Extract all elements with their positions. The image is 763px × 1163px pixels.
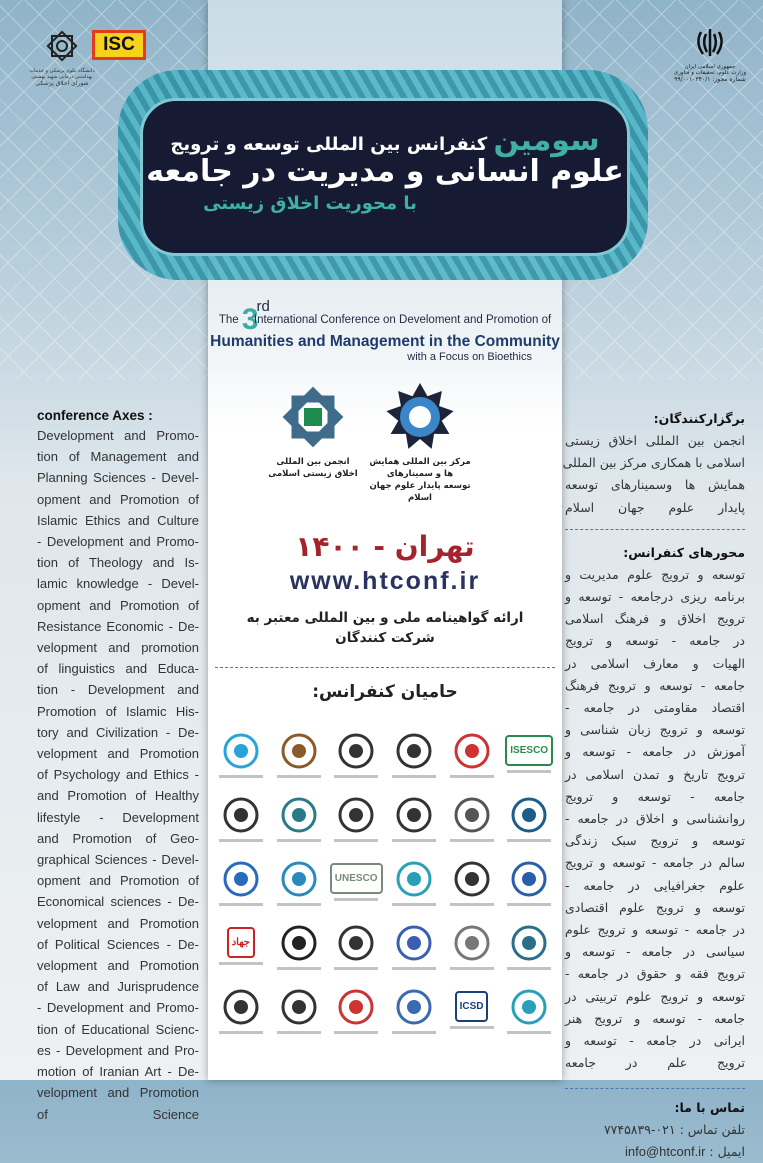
sponsor-emblem-icon bbox=[452, 795, 492, 835]
text-line: tion of Educational Scienc- bbox=[37, 1021, 199, 1037]
text-line: - Development and Promo- bbox=[37, 1000, 199, 1016]
sponsor-emblem-icon bbox=[279, 859, 319, 899]
sponsor-caption bbox=[219, 775, 263, 778]
divider bbox=[215, 667, 555, 668]
sponsor-emblem-icon bbox=[509, 795, 549, 835]
sponsor-logo bbox=[270, 722, 328, 786]
text-line: جامعه - توسعه و ترویج bbox=[565, 788, 745, 804]
sponsor-emblem-icon bbox=[336, 923, 376, 963]
website-link[interactable]: www.htconf.ir bbox=[289, 567, 481, 595]
sponsor-logo bbox=[212, 978, 270, 1042]
text-line: Development and Promo- bbox=[37, 428, 199, 443]
sponsor-caption bbox=[507, 903, 551, 906]
axes-title-en: conference Axes : bbox=[37, 408, 153, 423]
text-line: توسعه و ترویج علوم اقتصادی bbox=[565, 899, 745, 915]
organizer-logo-center bbox=[365, 382, 475, 504]
phone-number[interactable]: ۰۲۱-۷۷۴۵۸۳۹ bbox=[603, 1122, 676, 1138]
university-logo bbox=[22, 28, 102, 87]
nine-point-star-icon bbox=[385, 382, 455, 452]
text-line: tion of Theology and Is- bbox=[37, 555, 199, 571]
sponsor-emblem-icon bbox=[221, 731, 261, 771]
council-caption: شورای اخلاق پزشکی bbox=[35, 80, 89, 87]
contact-title: تماس با ما: bbox=[674, 1100, 745, 1116]
interlaced-knot-icon bbox=[278, 382, 348, 452]
sponsor-emblem-icon bbox=[279, 923, 319, 963]
sponsor-logo bbox=[385, 786, 443, 850]
organizer-caption: اخلاق زیستی اسلامی bbox=[268, 468, 358, 479]
sponsor-logo bbox=[327, 914, 385, 978]
text-line: Resistance Economic - De- bbox=[37, 618, 199, 634]
text-line: of Law and Jurisprudence bbox=[37, 979, 199, 995]
sponsor-logo bbox=[212, 786, 270, 850]
sponsor-caption bbox=[507, 770, 551, 773]
text-line: tion - Development and bbox=[37, 682, 199, 698]
sponsor-emblem-icon bbox=[394, 987, 434, 1027]
sponsor-emblem-icon bbox=[279, 795, 319, 835]
email-label: ایمیل : bbox=[709, 1144, 745, 1160]
text-line: of Science bbox=[37, 1106, 199, 1122]
sponsor-caption bbox=[392, 903, 436, 906]
text-line: انجمن بین المللی اخلاق زیستی bbox=[565, 433, 745, 448]
text-line: velopment and Promotion bbox=[37, 746, 199, 762]
divider bbox=[565, 529, 745, 530]
ministry-logo bbox=[670, 26, 750, 83]
title-the: The bbox=[218, 314, 239, 326]
sponsor-caption bbox=[277, 1031, 321, 1034]
ministry-line-2: وزارت علوم، تحقیقات و فناوری bbox=[673, 70, 747, 76]
english-title-line-3: with a Focus on Bioethics bbox=[407, 351, 532, 363]
title-line-1: کنفرانس بین المللی توسعه و ترویج bbox=[170, 134, 488, 155]
sponsor-logo-text: ICSD bbox=[455, 991, 489, 1022]
axes-title-fa: محورهای کنفرانس: bbox=[623, 544, 745, 560]
permit-number: شماره مجوز: ۹۹/۰۰۱۰۳۴۰/۱ bbox=[674, 76, 746, 83]
iran-emblem-icon bbox=[693, 26, 727, 60]
sponsor-caption bbox=[392, 839, 436, 842]
text-line: اقتصاد مقاومتی در جامعه - bbox=[565, 700, 745, 716]
sponsor-caption bbox=[450, 775, 494, 778]
text-line: برنامه ریزی درجامعه - توسعه و bbox=[565, 589, 745, 605]
sponsor-caption bbox=[450, 903, 494, 906]
text-line: Planning Sciences - Devel- bbox=[37, 470, 199, 486]
text-line: ترویج علم در جامعه bbox=[565, 1055, 745, 1071]
title-subtitle: با محوریت اخلاق زیستی bbox=[203, 193, 417, 214]
text-line: velopment and Promotion bbox=[37, 1085, 199, 1101]
sponsor-logo bbox=[385, 978, 443, 1042]
text-line: of linguistics and Educa- bbox=[37, 661, 199, 677]
sponsor-emblem-icon bbox=[394, 923, 434, 963]
text-line: and Promotion of Healthy bbox=[37, 788, 199, 804]
sponsor-caption bbox=[219, 962, 263, 965]
sponsor-emblem-icon bbox=[452, 859, 492, 899]
text-line: جامعه - توسعه و ترویج فرهنگ bbox=[565, 677, 745, 693]
sponsor-caption bbox=[277, 775, 321, 778]
sponsor-logo bbox=[500, 850, 558, 914]
text-line: and Promotion of Geo- bbox=[37, 830, 199, 846]
university-caption: دانشگاه علوم پزشکی و خدمات بهداشتی درمانی شهید بهشتی bbox=[29, 68, 95, 80]
sponsor-emblem-icon bbox=[509, 923, 549, 963]
sponsor-logo bbox=[500, 914, 558, 978]
sponsor-logo-text: جهاد bbox=[227, 927, 255, 958]
sponsor-caption bbox=[450, 839, 494, 842]
sponsor-emblem-icon bbox=[509, 859, 549, 899]
sponsor-caption bbox=[392, 775, 436, 778]
sponsor-logo-text: UNESCO bbox=[330, 863, 383, 894]
text-line: توسعه و ترویج زبان شناسی و bbox=[565, 722, 745, 738]
sponsor-emblem-icon bbox=[394, 859, 434, 899]
sponsor-emblem-icon bbox=[452, 731, 492, 771]
text-line: آموزش در جامعه - توسعه و bbox=[565, 744, 745, 760]
text-line: Promotion of Islamic His- bbox=[37, 703, 199, 719]
sponsor-logo bbox=[385, 914, 443, 978]
title-number: 3 bbox=[241, 303, 259, 336]
text-line: توسعه و ترویج سبک زندگی bbox=[565, 833, 745, 849]
text-line: سیاسی در جامعه - توسعه و bbox=[565, 944, 745, 960]
sponsor-logo bbox=[270, 850, 328, 914]
sponsor-logo bbox=[500, 978, 558, 1042]
sponsor-logo bbox=[270, 978, 328, 1042]
sponsor-emblem-icon bbox=[221, 859, 261, 899]
sponsor-emblem-icon bbox=[221, 795, 261, 835]
title-ordinal: سومین bbox=[493, 123, 600, 158]
sponsor-emblem-icon bbox=[394, 731, 434, 771]
english-axes-column bbox=[37, 408, 199, 1125]
organizer-caption: انجمن بین المللی bbox=[276, 456, 350, 467]
text-line: پایدار علوم جهان اسلام bbox=[565, 499, 745, 515]
sponsor-logo bbox=[443, 850, 501, 914]
sponsor-logo bbox=[327, 850, 385, 914]
text-line: opment and Promotion of bbox=[37, 491, 199, 507]
sponsor-logo bbox=[443, 786, 501, 850]
sponsor-caption bbox=[277, 903, 321, 906]
sponsor-logo bbox=[212, 850, 270, 914]
text-line: es - Development and Pro- bbox=[37, 1042, 199, 1058]
sponsor-logo bbox=[327, 786, 385, 850]
text-line: tion of Management and bbox=[37, 449, 199, 465]
text-line: ترویج تاریخ و تمدن اسلامی در bbox=[565, 766, 745, 782]
text-line: علوم جغرافیایی در جامعه - bbox=[565, 877, 745, 893]
sponsor-caption bbox=[334, 1031, 378, 1034]
text-line: velopment and Promotion bbox=[37, 958, 199, 974]
sponsor-emblem-icon bbox=[509, 987, 549, 1027]
text-line: tory and Civilization - De- bbox=[37, 724, 199, 740]
text-line: در جامعه - توسعه و ترویج bbox=[565, 633, 745, 649]
sponsor-caption bbox=[277, 967, 321, 970]
text-line: opment and Promotion of bbox=[37, 597, 199, 613]
sponsor-caption bbox=[334, 839, 378, 842]
english-title bbox=[208, 298, 562, 363]
certificate-line: شرکت کنندگان bbox=[335, 630, 435, 646]
english-title-line-1: International Conference on Develoment and Promotion of bbox=[253, 314, 552, 326]
title-line-2: علوم انسانی و مدیریت در جامعه bbox=[146, 154, 624, 189]
text-line: of Political Sciences - De- bbox=[37, 936, 199, 952]
sponsor-logo bbox=[385, 850, 443, 914]
sponsor-logo bbox=[212, 722, 270, 786]
text-line: lifestyle - Development bbox=[37, 809, 199, 825]
sponsor-emblem-icon bbox=[452, 923, 492, 963]
sponsor-caption bbox=[219, 839, 263, 842]
certificate-note bbox=[208, 608, 562, 648]
divider bbox=[565, 1088, 745, 1089]
text-line: سالم در جامعه - توسعه و ترویج bbox=[565, 855, 745, 871]
sponsor-caption bbox=[334, 898, 378, 901]
sponsor-emblem-icon bbox=[336, 795, 376, 835]
sponsor-caption bbox=[277, 839, 321, 842]
sponsor-logo-grid bbox=[212, 722, 558, 1042]
organizer-logo-association bbox=[268, 382, 358, 481]
sponsor-caption bbox=[507, 1031, 551, 1034]
sponsor-logo-text: ISESCO bbox=[505, 735, 553, 766]
organizer-caption: مرکز بین المللی همایش ها و سمینارهای bbox=[369, 456, 471, 479]
text-line: توسعه و ترویج علوم تربیتی در bbox=[565, 988, 745, 1004]
organizer-caption: توسعه پایدار علوم جهان اسلام bbox=[369, 480, 471, 503]
sponsor-caption bbox=[334, 775, 378, 778]
organizers-title: برگزارکنندگان: bbox=[653, 411, 745, 426]
text-line: Economical sciences - De- bbox=[37, 894, 199, 910]
text-line: velopment and Promotion bbox=[37, 915, 199, 931]
sponsor-logo bbox=[443, 722, 501, 786]
sponsor-logo bbox=[443, 978, 501, 1042]
sponsor-caption bbox=[334, 967, 378, 970]
text-line: lamic knowledge - Devel- bbox=[37, 576, 199, 592]
sponsor-caption bbox=[450, 1026, 494, 1029]
sponsor-logo bbox=[500, 722, 558, 786]
text-line: of Psychology and Ethics - bbox=[37, 767, 199, 783]
sponsor-emblem-icon bbox=[279, 731, 319, 771]
sponsor-emblem-icon bbox=[394, 795, 434, 835]
sponsor-logo bbox=[327, 978, 385, 1042]
text-line: motion of Iranian Art - De- bbox=[37, 1064, 199, 1080]
text-line: ایرانی در جامعه - توسعه و bbox=[565, 1033, 745, 1049]
text-line: velopment and promotion bbox=[37, 640, 199, 656]
text-line: Islamic Ethics and Culture bbox=[37, 512, 199, 528]
ministry-line-1: جمهوری اسلامی ایران bbox=[684, 64, 736, 70]
persian-title-banner bbox=[140, 98, 630, 256]
sponsor-logo bbox=[385, 722, 443, 786]
text-line: opment and Promotion of bbox=[37, 873, 199, 889]
title-suffix: rd bbox=[256, 298, 270, 315]
text-line: جامعه - توسعه و ترویج هنر bbox=[565, 1010, 745, 1026]
text-line: در جامعه - توسعه و ترویج علوم bbox=[565, 922, 745, 938]
phone-label: تلفن تماس : bbox=[679, 1122, 745, 1138]
email-link[interactable]: info@htconf.ir bbox=[625, 1144, 706, 1160]
sponsor-logo bbox=[443, 914, 501, 978]
sponsor-emblem-icon bbox=[279, 987, 319, 1027]
english-title-line-2: Humanities and Management in the Community bbox=[210, 333, 560, 350]
certificate-line: ارائه گواهینامه ملی و بین المللی معتبر به bbox=[246, 610, 524, 626]
text-line: روانشناسی و اخلاق در جامعه - bbox=[565, 811, 745, 827]
university-emblem-icon bbox=[44, 28, 80, 64]
sponsor-caption bbox=[507, 839, 551, 842]
sponsor-emblem-icon bbox=[221, 987, 261, 1027]
sponsor-caption bbox=[392, 967, 436, 970]
sponsor-caption bbox=[219, 1031, 263, 1034]
sponsor-caption bbox=[219, 903, 263, 906]
sponsor-logo bbox=[327, 722, 385, 786]
sponsors-title: حامیان کنفرانس: bbox=[312, 682, 458, 702]
sponsor-logo bbox=[500, 786, 558, 850]
text-line: ترویج اخلاق و فرهنگ اسلامی bbox=[565, 611, 745, 627]
text-line: graphical Sciences - Devel- bbox=[37, 852, 199, 868]
sponsor-caption bbox=[450, 967, 494, 970]
text-line: توسعه و ترویج علوم مدیریت و bbox=[565, 566, 745, 582]
city-year: تهران - ۱۴۰۰ bbox=[295, 530, 475, 563]
text-line: ترویج فقه و حقوق در جامعه - bbox=[565, 966, 745, 982]
sponsor-logo bbox=[270, 786, 328, 850]
sponsor-logo bbox=[212, 914, 270, 978]
sponsor-emblem-icon bbox=[336, 731, 376, 771]
text-line: اسلامی با همکاری مرکز بین المللی bbox=[562, 455, 745, 471]
sponsor-caption bbox=[507, 967, 551, 970]
text-line: الهیات و معارف اسلامی در bbox=[565, 655, 745, 671]
sponsor-caption bbox=[392, 1031, 436, 1034]
text-line: - Development and Promo- bbox=[37, 534, 199, 550]
text-line: همایش ها وسمینارهای توسعه bbox=[565, 477, 745, 493]
sponsor-logo bbox=[270, 914, 328, 978]
isc-logo: ISC bbox=[92, 30, 146, 60]
persian-info-column bbox=[562, 408, 745, 1163]
sponsor-emblem-icon bbox=[336, 987, 376, 1027]
